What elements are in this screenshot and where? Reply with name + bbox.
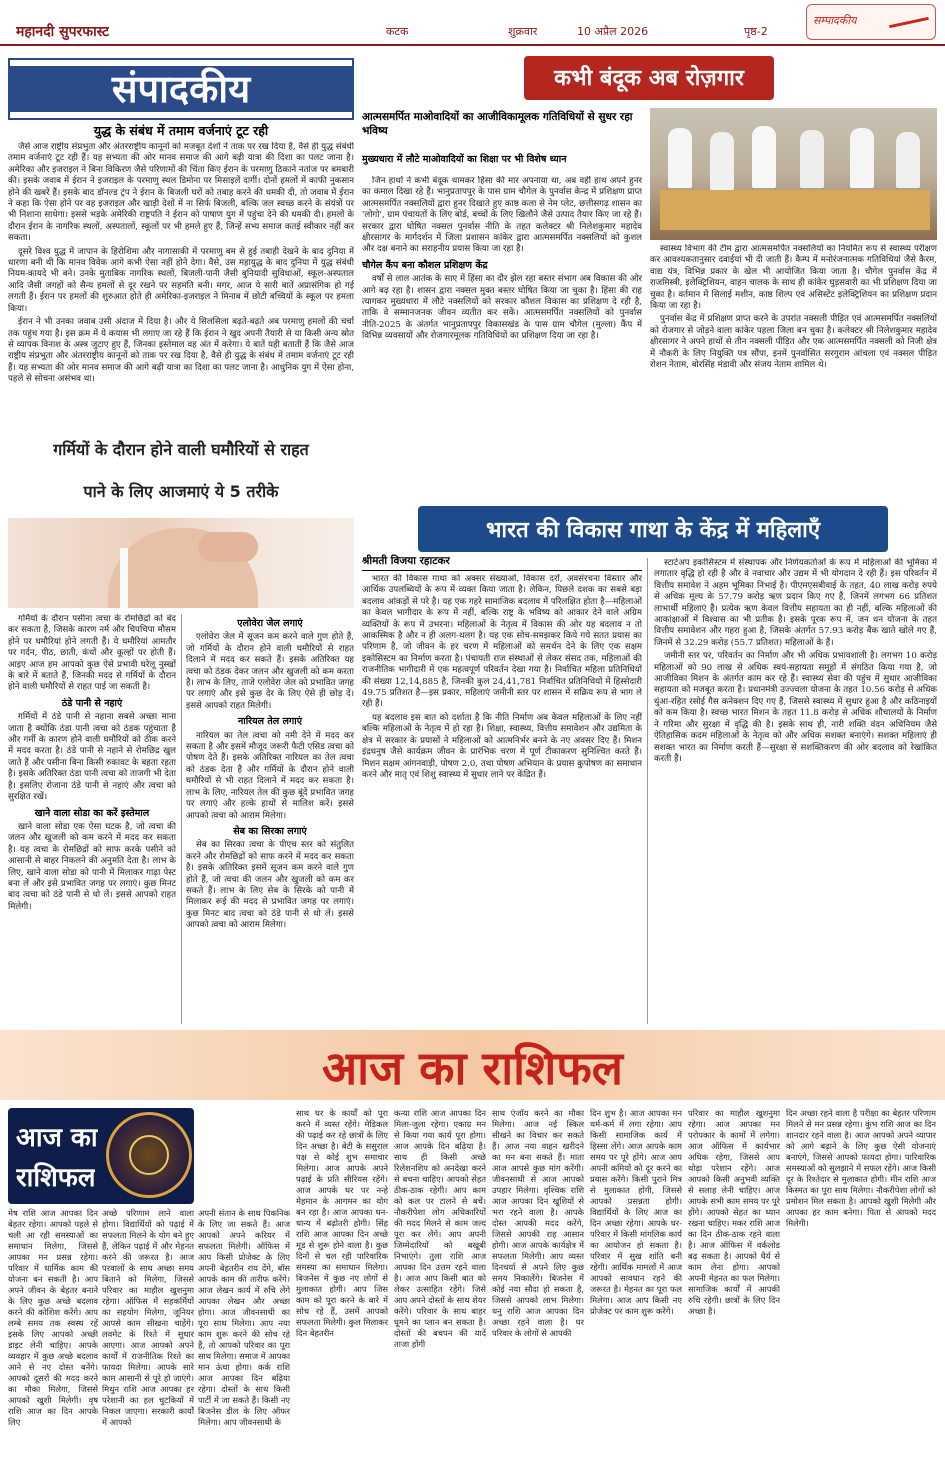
rashi-col-3: अपनी संतान के साथ पिकनिक के लिए जा सकते हैं। आज आपको अपने करियर में सफलता मिलेगी। ऑफिस में आप किसी प्रोजेक्ट के लिए अपनी बेहतरीन राय देंगे, बॉस आपके काम की तारीफ करेंगे। आज लेखन कार्य में रुचि लेंगे आपका लेखन और अच्छा होगा। आज जीवनसाथी का पूरा साथ मिलेगा। आप नया काम शुरू करने की सोच रहे हैं, तो आपको परिवार का पूरा साथ मिलेगा। समाज में आपका मान ऊंचा होगा। कर्क राशि आज आपका दिन बढ़िया रहेगा। दोस्तों के साथ किसी पार्टी में जा सकते हैं। किसी नए बिजनेस डील के लिए ऑफर मिलेगा। आप जीवनसाथी के: [198, 1208, 290, 1427]
health-para-2: खाने वाला सोडा एक ऐसा घटक है, जो त्वचा की जलन और खुजली को कम करने में मदद कर सकता है। यह त्वचा के रोमछिद्रों को साफ करके पसीने को आसानी से बाहर निकलने की अनुमति देता है। लाभ के लिए, खाने वाला सोडा को पानी में मिलाकर गाढ़ा पेस्ट बना लें और इसे प्रभावित जगह पर लगाएं। कुछ मिनट बाद त्वचा को ठंडे पानी से धो लें। इससे आपको राहत मिलेगी।: [8, 821, 176, 912]
health-photo: [8, 518, 354, 608]
health-para-3: एलोवेरा जेल में सूजन कम करने वाले गुण होते हैं, जो गर्मियों के दौरान होने वाली घमौरियों से राहत दिलाने में मदद कर सकते हैं। इसके अतिरिक्त यह त्वचा को ठंडक देकर जलन और खुजली को कम करता है। लाभ के लिए, ताजे एलोवेरा जेल को प्रभावित जगह पर लगाएं और इसे कुछ देर के लिए ऐसे ही छोड़ दें। इससे आपको राहत मिलेगी।: [186, 632, 354, 711]
editorial-body: [8, 142, 354, 432]
editorial-heading: संपादकीय: [10, 66, 352, 112]
gun-title-bar: [524, 56, 774, 100]
rashifal-logo-line-1: आज का: [16, 1123, 98, 1153]
health-intro: गर्मियों के दौरान पसीना त्वचा के रोमछिद्रों को बंद कर सकता है, जिसके कारण नर्म और चिपचिपा मौसम होने पर घमौरियां होने लगती हैं। ये घमौरियां आमतौर पर गर्दन, पीठ, छाती, कंधों और कूल्हों पर होती हैं। आइए आज हम आपको कुछ ऐसे प्रभावी घरेलू नुस्खों के बारे में बताते हैं, जिनकी मदद से गर्मियों के दौरान होने वाली घमौरियों से राहत पाई जा सकती है।: [8, 614, 176, 693]
rashi-col-1: मेष राशि आज आपका दिन बेहतर रहेगा। आपको पहले से चली आ रही समस्याओं का समाधान मिलेगा, जिससे आपका मन प्रसन्न रहेगा। परिवार में धार्मिक काम की योजना बन सकती है। आप अपने जीवन के बेहतर बनाने के लिए कुछ अच्छे बदलाव करने की कोशिश करेंगे। आप लम्बे समय तक स्वस्थ रहें इसके लिए आपको अच्छी डाइट लेनी चाहिए। आपके व्यवहार में कुछ अच्छे बदलाव आने से नए दोस्त बनेंगे। आपको दूसरों की मदद करने का मौका मिलेगा, जिससे आपको खुशी मिलेगी। वृष राशि आज का दिन आपके लिए: [8, 1208, 98, 1427]
health-col-2: [186, 614, 354, 1024]
brand-text: सम्पादकीय: [813, 14, 857, 27]
health-title-1: गर्मियों के दौरान होने वाली घमौरियों से राहत: [53, 440, 309, 459]
health-sub-1: ठंडे पानी से नहाएं: [61, 697, 123, 709]
city: कटक: [386, 25, 409, 38]
health-sub-4: नारियल तेल लगाएं: [237, 716, 302, 728]
health-para-5: सेब का सिरका त्वचा के पीएच स्तर को संतुलित करने और रोमछिद्रों को साफ करने में मदद कर सकता है। इसके अतिरिक्त इसमें सूजन कम करने वाले गुण होते हैं, जो त्वचा की जलन और खुजली को कम कर सकते हैं। लाभ के लिए सेब के सिरके को पानी में मिलाकर रूई की मदद से प्रभावित जगह पर लगाएं। कुछ मिनट बाद त्वचा को ठंडे पानी से धो लें। इससे आपको त्वचा को आराम मिलेगा।: [186, 840, 354, 931]
hand-shape: [198, 532, 258, 562]
brand-logo: [806, 4, 936, 40]
women-para-3: स्टार्टअप इकोसिस्टम में संस्थापक और निर्णयकर्ताओं के रूप में महिलाओं की भूमिका में लगातार वृद्धि हो रही है और वे नवाचार और उद्यम में भी योगदान दे रही हैं। इस परिवर्तन में वित्तीय समावेश ने अहम भूमिका निभाई है। पीएमएसबीवाई के तहत, 40 लाख करोड़ रुपये से अधिक मूल्य के 57.79 करोड़ ऋण प्रदान किए गए हैं, जिनमें लगभग 66 प्रतिशत लाभार्थी महिलाएं हैं। प्रत्येक ऋण केवल वित्तीय सहायता का ही नहीं, बल्कि महिलाओं की आकांक्षाओं में विश्वास का भी प्रतीक है। इसके पूरक रूप में, जन धन योजना के तहत वित्तीय समावेशन और गहरा हुआ है, जिसके अंतर्गत 57.93 करोड़ बैंक खाते खोले गए हैं, जिनमें से 32.29 करोड़ (55.7 प्रतिशत) महिलाओं के हैं।: [654, 558, 937, 648]
health-col-1: [8, 614, 176, 1024]
women-title: भारत की विकास गाथा के केंद्र में महिलाएँ: [485, 518, 821, 543]
gun-title: कभी बंदूक अब रोज़गार: [554, 66, 744, 91]
gun-col-2: [650, 244, 937, 498]
women-section: [362, 502, 937, 1024]
women-para-4: जमीनी स्तर पर, परिवर्तन का निर्माण और भी अधिक प्रभावशाली है। लगभग 10 करोड़ महिलाओं को 90 लाख से अधिक स्वयं-सहायता समूहों में संगठित किया गया है, जो आजीविका मिशन के अंतर्गत काम कर रहे हैं। स्वास्थ्य सेवा की पहुंच में सुधार आजीविका सहायता को मजबूत करता है। प्रधानमंत्री उज्ज्वला योजना के तहत 10.56 करोड़ से अधिक धुंआ-रहित रसोई गैस कनेक्शन दिए गए हैं, जिससे स्वास्थ्य में सुधार हुआ है और कठिनाइयों को कम किया है। स्वच्छ भारत मिशन के तहत 11.8 करोड़ से अधिक शौचालयों के निर्माण ने गरिमा और सुरक्षा में वृद्धि की है। इसके साथ ही, नारी शक्ति वंदन अधिनियम जैसे ऐतिहासिक कदम महिलाओं के नेतृत्व को और अधिक सशक्त बनाएंगे। सशक्त महिलाएं ही सशक्त भारत का निर्माण करती हैं—सुरक्षा से सशक्तिकरण की ओर बदलाव को रेखांकित करती हैं।: [654, 651, 937, 764]
date: 10 अप्रैल 2026: [577, 25, 649, 38]
gun-deck: आत्मसमर्पित माओवादियों का आजीविकामूलक गतिविधियों से सुधर रहा भविष्य: [362, 111, 633, 137]
rashifal-logo-line-2: राशिफल: [16, 1163, 96, 1193]
women-col-1: [362, 574, 642, 1024]
paper-name: महानदी सुपरफास्ट: [16, 24, 110, 40]
gun-photo: [650, 108, 937, 240]
gun-para-1: जिन हाथों ने कभी बंदूक थामकर हिंसा की मार अपनाया था, अब वहीं हाथ अपने हुनर का कमाल दिखा रहे हैं। भानुप्रतापपुर के पास ग्राम चौगेल के पुनर्वास केन्द्र में प्रशिक्षण प्राप्त आत्मसमर्पित नक्सलियों द्वारा हुनर दिखाते हुए काष्ठ कला से नेम प्लेट, छत्तीसगढ़ शासन का 'लोगो', ग्राम पंचायतों के लिए बोर्ड, बच्चों के लिए खिलौने जैसे उत्पाद तैयार किए जा रहे हैं। सरकार द्वारा घोषित नक्सल पुनर्वास नीति के तहत कलेक्टर श्री निलेशकुमार महादेव क्षीरसागर के मार्गदर्शन में जिला प्रशासन कांकेर द्वारा आत्मसमर्पित नक्सलियों को कुशल और दक्ष बनाने का सराहनीय प्रयास किया जा रहा है।: [362, 176, 642, 255]
editorial-para-1: जैसे आज राष्ट्रीय संप्रभुता और अंतरराष्ट्रीय कानूनों को मजबूत देशों ने ताक पर रख दिया है, वैसे ही युद्ध संबंधी तमाम वर्जनाएं टूट रही हैं। यह सभ्यता की ओर मानव समाज की आगे बढ़ी यात्रा की दिशा का पलट जाना है। अमेरिका और इजराइल ने बिना विकिरण जैसे परिणामों की चिंता किए ईरान के परमाणु ठिकाने नतांज पर बमबारी की। इसके जवाब में ईरान ने इजराइल के परमाणु स्थल डिमोना पर मिसाइलें दागीं। दोनों हमलों में काफी नुकसान होने की खबरें हैं। इसके बाद डॉनल्ड ट्रंप ने ईरान के बिजली घरों को तबाह करने की धमकी दी, तो जवाब में ईरान ने कहा कि ऐसा होने पर वह इजराइल और खाड़ी देशों में ना सिर्फ बिजली, बल्कि जल स्वच्छ करने के संयंत्रों पर भी निशाना साधेगा। इससे भड़के अमेरिकी राष्ट्रपति ने ईरान को पाषाण युग में पहुंचा देने की धमकी दी। हमलों के दौरान ईरान के नागरिक स्थलों, अस्पतालों, स्कूलों पर भी हमले हुए हैं, जिन्हें सभ्य समाज कतई स्वीकार नहीं कर सकता।: [8, 142, 354, 244]
day: शुक्रवार: [508, 25, 538, 38]
person-4: [800, 130, 824, 188]
women-title-bar: [418, 506, 888, 552]
rashi-col-2: अच्छे परिणाम लाने वाला होगा। विद्यार्थियों को पढ़ाई में सफलता मिलने के योग बने हुए हैं, लेकिन पढ़ाई में और मेहनत करने की जरूरत है। आज परवालों के साथ अच्छा समय बिताने को मिलेगा, जिससे परिवार का माहौल खुशनुमा रहेगा। ऑफिस में सहकर्मियों का सहयोग मिलेगा, जूनियर आपसे काम सीखना चाहेंगे। लवमेट के रिश्ते में सुधार आएगा। आज आपको अपने कार्यों में राजनीतिक रिश्ते का फायदा मिलेगा। आपके सारे काम आसानी से पूरे हो जाएंगे। मिथुन राशि आज आपका हर परेशानी का हल चुटकियों में निकल जाएगा। सरकारी कार्यों में आपको: [102, 1208, 194, 1427]
health-title-2: पाने के लिए आजमाएं ये 5 तरीके: [83, 482, 279, 501]
women-col-2: [654, 558, 937, 1024]
health-para-4: नारियल का तेल त्वचा को नमी देने में मदद कर सकता है और इसमें मौजूद जरूरी फैटी एसिड त्वचा को पोषण देते हैं। इसके अतिरिक्त नारियल का तेल त्वचा को ठंडक देता है और गर्मियों के दौरान होने वाली घमौरियों से भी राहत दिलाने में मदद कर सकता है। लाभ के लिए, नारियल तेल की कुछ बूंदें प्रभावित जगह पर लगाएं और हल्के हाथों से मालिश करें। इससे आपको त्वचा को आराम मिलेगा।: [186, 730, 354, 821]
rashi-col-8: परिवार का माहौल खुशनुमा रहेगा। आज आपका मन परोपकार के कामों में लगेगा। आज ऑफिस में कार्यभार अधिक रहेगा, जिससे आप थोड़ा परेशान रहेंगे। आज आपको किसी अनुभवी व्यक्ति से सलाह लेनी चाहिए। आज आपके सभी काम समय पर पूरे होंगे। आपको सेहत का ध्यान रखना चाहिए। मकर राशि आज का दिन ठीक-ठाक रहने वाला है। आज ऑफिस में वर्कलोड बढ़ सकता है। आपको धैर्य से काम लेना होगा। आपको अपनी मेहनत का फल मिलेगा। सामाजिक कार्यों में आपकी रुचि रहेगी। छात्रों के लिए दिन अच्छा है।: [688, 1108, 780, 1316]
person-3: [752, 126, 776, 188]
gun-para-4: पुनर्वास केंद्र में प्रशिक्षण प्राप्त करने के उपरांत नक्सली पीड़ित एवं आत्मसमर्पित नक्सलियों को रोजगार से जोड़ने वाला कांकेर पहला जिला बन चुका है। कलेक्टर श्री निलेशकुमार महादेव क्षीरसागर ने अपने हाथों से तीन नक्सली पीड़ित और एक आत्मसमर्पित नक्सली को निजी क्षेत्र में नौकरी के लिए नियुक्ति पत्र सौंपा, इनमें पुनर्वासित सरगुराम आंचला एवं नक्सल पीड़ित रोशन नेताम, बोरसिंह मंडावी और संजय नेताम शामिल थे।: [650, 314, 937, 371]
women-para-2: यह बदलाव इस बात को दर्शाता है कि नीति निर्माण अब केवल महिलाओं के लिए नहीं बल्कि महिलाओं के नेतृत्व में हो रहा है। शिक्षा, स्वास्थ्य, वित्तीय समावेशन और उद्यमिता के क्षेत्र में सरकार के प्रयासों ने महिलाओं को आत्मनिर्भर बनने के नए अवसर दिए हैं। मिशन इंद्रधनुष जैसे कार्यक्रम जीवन के प्रारंभिक चरण में पूर्ण टीकाकरण सुनिश्चित करते हैं। मिशन सक्षम आंगनवाड़ी, पोषण 2.0, तथा पोषण अभियान के प्रयास कुपोषण का समाधान करने और मातृ एवं शिशु स्वास्थ्य में सुधार लाने पर केंद्रित हैं।: [362, 712, 642, 780]
strap-shape: [120, 548, 128, 608]
editorial-section: [8, 58, 354, 433]
person-2: [710, 132, 734, 190]
women-para-1: भारत की विकास गाथा को अक्सर संख्याओं, विकास दरों, अवसंरचना विस्तार और आर्थिक उपलब्धियों के रूप में व्यक्त किया जाता है। लेकिन, पिछले दशक का सबसे बड़ा बदलाव आंकड़ों से परे है। यह एक गहरे सामाजिक बदलाव में परिलक्षित होता है—महिलाओं का केवल भागीदार के रूप में नहीं, बल्कि राष्ट्र के भविष्य को आकार देने वाले अग्रिम व्यक्तियों के रूप में उभरना। महिलाओं के नेतृत्व में विकास की ओर यह बदलाव न तो आकस्मिक है और न ही अलग-थलग है। यह एक सोच-समझकर किये गये सतत प्रयास का परिणाम है, जो जीवन के हर चरण में महिलाओं को समर्थन देने के लिए एक सक्षम इकोसिस्टम का निर्माण करता है। पंचायती राज संस्थाओं से लेकर संसद तक, महिलाओं की राजनीतिक भागीदारी में एक महत्वपूर्ण परिवर्तन देखा गया है। निर्वाचित महिला प्रतिनिधियों की संख्या 12,14,885 है, जिनकी कुल 24,41,781 निर्वाचित प्रतिनिधियों में हिस्सेदारी 49.75 प्रतिशत है—इस प्रकार, महिलाएं जमीनी स्तर पर शासन में सक्रिय रूप से भाग ले रही हैं।: [362, 574, 642, 710]
person-1: [668, 128, 692, 188]
rashifal-logo: [8, 1108, 194, 1204]
health-section: [8, 436, 354, 1024]
gun-col-1: [362, 176, 642, 498]
top-bar: [0, 0, 945, 46]
person-6: [896, 132, 920, 188]
page-number: पृष्ठ-2: [744, 25, 768, 38]
rashi-col-5: कन्या राशि आज आपका दिन मिला-जुला रहेगा। एकाग्र मन से किया गया कार्य पूरा होगा। आज आपके दिन बढ़िया है। साथ ही किसी अच्छे रिलेशनशिप को अनदेखा करने से बचना चाहिए। आपको सेहत ठीक-ठाक रहेगी। आप काम को कल पर टालने से बचें। नौकरीपेशा लोग अधिकारियों की मदद मिलने से काम जल्द पूरा कर लेंगे। आप अपनी जिम्मेदारियों को बखूबी निभाएंगे। तुला राशि आज आपका दिन उत्तम रहने वाला है। आज आप किसी बात को लेकर उत्साहित रहेंगे। जिसे आप अपने दोस्तों के साथ शेयर करेंगे। परिवार के साथ बाहर घूमने का प्लान बन सकता है। दोस्तों की बचपन की यादें ताजा होंगी: [394, 1108, 486, 1349]
rashi-col-4: साथ घर के कार्यों को पूरा करने में व्यस्त रहेंगे। मेडिकल की पढ़ाई कर रहे छात्रों के लिए दिन अच्छा है। बेटी के ससुराल पक्ष से कोई शुभ समाचार मिलेगा। आज आपके अपने पढ़ाई के प्रति सीरियस रहेंगे। आज आपके घर पर नन्हे मेहमान के आगमन का योग बन रहा है। आज आपका धन-धान्य में बढ़ोतरी होगी। सिंह राशि आज आपका दिन अच्छे मूड से शुरू होने वाला है। कुछ दिनों से चल रही पारिवारिक समस्या का समाधान मिलेगा। बिजनेस में कुछ नए लोगों से मुलाकात होगी। आप जिस काम को पूरा करने के बारे में सोच रहे हैं, उसमें आपको सफलता मिलेगी। कुल मिलाकर दिन बेहतरीन: [296, 1108, 388, 1338]
gun-section: [362, 52, 937, 498]
editorial-title: युद्ध के संबंध में तमाम वर्जनाएं टूट रही: [93, 123, 269, 138]
editorial-heading-box: [8, 58, 354, 120]
health-sub-3: एलोवेरा जेल लगाएं: [237, 618, 303, 629]
health-sub-2: खाने वाला सोडा का करें इस्तेमाल: [34, 807, 150, 819]
rashi-col-6: साथ एंजॉय करने का मौका मिलेगा। आज नई स्किल सीखने का विचार कर सकते हैं। आज नया वाहन खरीदने का मन बना सकते हैं। माता आज आपसे कुछ मांग करेंगी। जीवनसाथी से आज आपको उपहार मिलेगा। वृश्चिक राशि आज आपका दिन खुशियों से भरा रहने वाला है। आपके दोस्त आपकी मदद करेंगे, जिससे आपकी राह आसान होगी। आज आपके कार्यक्षेत्र में सफलता मिलेगी। आप व्यस्त दिनचर्या से अपने लिए कुछ समय निकालेंगे। बिजनेस में कोई नया सौदा हो सकता है, जिससे आपको लाभ मिलेगा। धनु राशि आज आपका दिन अच्छा रहने वाला है। घर परिवार के लोगों से आपकी: [492, 1108, 584, 1338]
rashi-col-9: दिन अच्छा रहने वाला है परीक्षा का बेहतर परिणाम मिलने से मन प्रसन्न रहेगा। कुंभ राशि आज का दिन शानदार रहने वाला है। आज आपको अपने व्यापार को आगे बढ़ाने के लिए कुछ ऐसी योजनाएं बनाएंगे, जिससे आपको फायदा होगा। पारिवारिक समस्याओं को सुलझाने में सफल रहेंगे। आज किसी दूर के रिश्तेदार से मुलाकात होगी। मीन राशि आज किस्मत का पूरा साथ मिलेगा। नौकरीपेशा लोगों को प्रमोशन मिल सकता है। आपको खुशी मिलेगी और आपका हर काम बनेगा। पिता से आपको मदद मिलेगी।: [786, 1108, 936, 1228]
health-para-1: गर्मियों में ठंडे पानी से नहाना सबसे अच्छा माना जाता है क्योंकि ठंडा पानी त्वचा को ठंडक पहुंचाता है और गर्मी के कारण होने वाली घमौरियों को ठीक करने में मदद करता है। ठंडे पानी से नहाने से रोमछिद्र खुल जाते हैं और पसीना बिना किसी रुकावट के बहता रहता है। इसके अतिरिक्त ठंडा पानी त्वचा को ताजगी भी देता है। इसलिए रोजाना ठंडे पानी से नहाएं और त्वचा को सुरक्षित रखें।: [8, 712, 176, 803]
health-divider: [181, 614, 182, 1024]
editorial-para-3: ईरान ने भी उनका जवाब उसी अंदाज में दिया है। और ये सिलसिला बढ़ते-बढ़ते अब परमाणु हमलों की चर्चा तक पहुंच गया है। इस क्रम में ये कयास भी लगाए जा रहे हैं कि ईरान ने खुद अपनी तैयारी से या किसी अन्य स्रोत से व्यापक विनाश के अस्त्र जुटाए हुए हैं, जिनका इस्तेमाल वह अंत में करेगा। ये बातें यही बताती हैं कि जैसे आज राष्ट्रीय संप्रभुता और अंतरराष्ट्रीय कानूनों को ताक पर रख दिया है, वैसे ही युद्ध के संबंध में तमाम वर्जनाएं टूट रही हैं। यह सभ्यता की ओर मानव समाज की आगे बढ़ी यात्रा का दिशा का पलट जाना है। आधुनिक युग में ऐसा होना, पहले से सोचना असंभव था।: [8, 317, 354, 385]
health-sub-5: सेब का सिरका लगाएं: [233, 825, 307, 837]
rashifal-banner: [0, 1030, 945, 1100]
zodiac-inner-ring: [129, 1135, 169, 1175]
rashifal-banner-title: आज का राशिफल: [322, 1041, 623, 1095]
person-5: [850, 128, 874, 188]
gun-para-3: स्वास्थ्य विभाग की टीम द्वारा आत्मसमर्पित नक्सलियों का नियमित रूप से स्वास्थ्य परीक्षण कर आवश्यकतानुसार दवाईयां भी दी जाती हैं। कैम्प में मनोरंजनात्मक गतिविधियां जैसे कैरम, वाद्य यंत्र, विभिन्न प्रकार के खेल भी आयोजित किया जाता है। चौगेल पुनर्वास केंद्र में राजमिस्त्री, इलेक्ट्रिशियन, वाहन चालक के साथ ही कांकेर घुड़सवारी का भी प्रशिक्षण दिया जा चुका है। वर्तमान में सिलाई मशीन, काष्ठ शिल्प एवं असिस्टेंट इलेक्ट्रिशियन का प्रशिक्षण प्रदान किया जा रहा है।: [650, 244, 937, 312]
gun-para-2: वर्षों से लाल आतंक के साए में हिंसा का दौर झेल रहा बस्तर संभाग अब विकास की ओर आगे बढ़ रहा है। शासन द्वारा नक्सल मुक्त बस्तर घोषित किया जा चुका है। हिंसा की राह त्यागकर मुख्यधारा में लौटे नक्सलियों को सरकार कौशल विकास का प्रशिक्षण दे रही है, ताकि वे सम्मानजनक जीवन व्यतीत कर सकें। आत्मसमर्पित नक्सलियों को पुनर्वास नीति-2025 के अंतर्गत भानुप्रतापपुर विकासखंड के पास ग्राम चौगेल (मुल्ला) कैंप में विभिन्न व्यवसायों और रोजगारमूलक गतिविधियों का प्रशिक्षण दिया जा रहा है।: [362, 274, 642, 342]
women-author: श्रीमती विजया रहाटकर: [362, 554, 642, 571]
table-shape: [660, 190, 930, 230]
gun-sub-1: चौगेल कैंप बना कौशल प्रशिक्षण केंद्र: [362, 259, 488, 271]
pen-icon: [889, 17, 929, 28]
zodiac-wheel-icon: [106, 1112, 192, 1198]
women-divider: [647, 558, 648, 1024]
editorial-para-2: दूसरे विश्व युद्ध में जापान के हिरोशिमा और नागासाकी में परमाणु बम से हुई तबाही देखने के बाद दुनिया में धारणा बनी थी कि मानव विवेक आगे कभी ऐसा नहीं होने देगा। वैसे, उस महायुद्ध के बाद दुनिया में युद्ध संबंधी नियम-कायदे भी बने। उनके मुताबिक नागरिक स्थलों, बिजली-पानी जैसी बुनियादी सुविधाओं, स्कूल-अस्पताल आदि जैसी जगहों को सैन्य हमलों से दूर रखने पर सहमति बनी। मगर, आज ये सारी बातें अप्रासंगिक हो गई लगती हैं। ईरान पर हमलों की शुरुआत होते ही अमेरिका-इजराइल ने मिनाब में छोटी बच्चियों के स्कूल पर हमला किया।: [8, 246, 354, 314]
rashi-col-7: दिन शुभ है। आज आपका मन धर्म-कर्म में लगा रहेगा। आप किसी सामाजिक कार्य में हिस्सा लेंगे। आज आपके काम समय पर पूरे होंगे। आज आप अपनी कमियों को दूर करने का प्रयास करेंगे। किसी पुराने मित्र से मुलाकात होगी, जिससे आपको प्रसन्नता होगी। विद्यार्थियों के लिए आज का दिन अच्छा रहेगा। आपके घर-परिवार में किसी मांगलिक कार्य का आयोजन हो सकता है। परिवार में सुख शांति बनी रहेगी। आर्थिक मामलों में आज आपको सावधान रहने की जरूरत है। मेहनत का पूरा फल मिलेगा। आज आप किसी नए प्रोजेक्ट पर काम शुरू करेंगे।: [590, 1108, 682, 1316]
gun-kicker: मुख्यधारा में लौटे माओवादियों का शिक्षा पर भी विशेष ध्यान: [362, 154, 567, 165]
